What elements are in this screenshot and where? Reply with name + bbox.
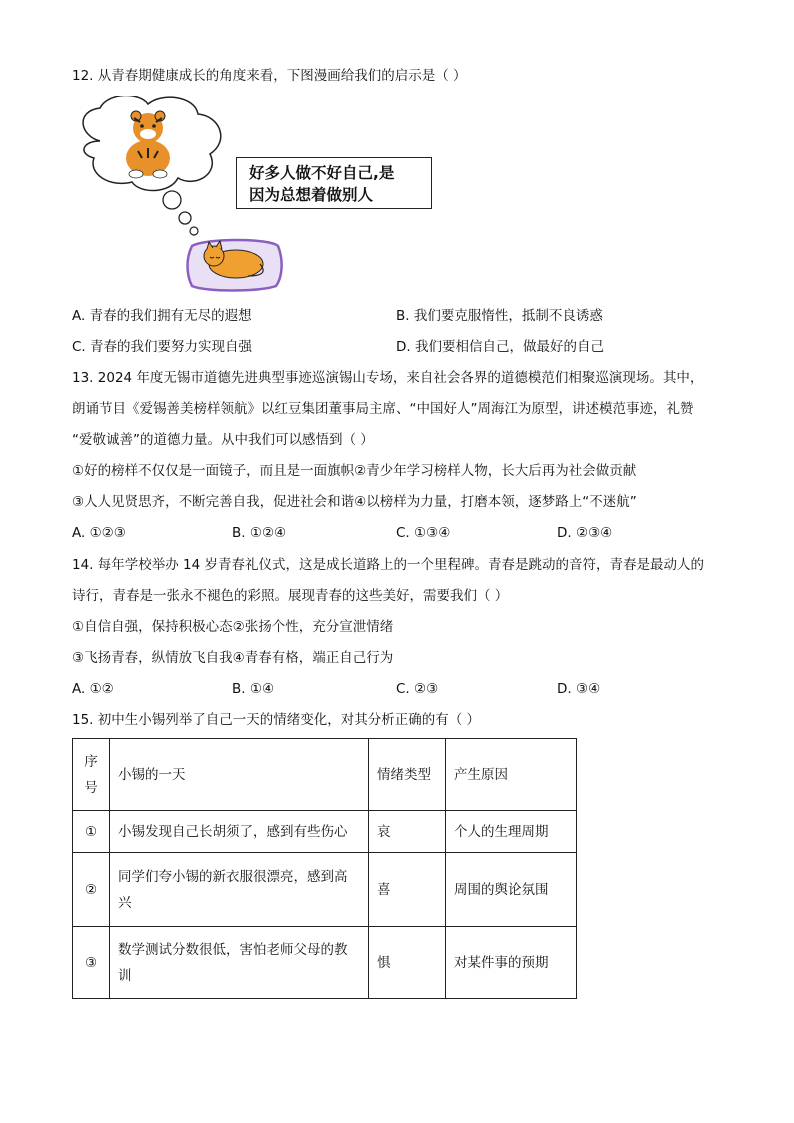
row-day [110,811,369,853]
q13-items-line2: ③人人见贤思齐，不断完善自我，促进社会和谐④以榜样为力量，打磨本领，逐梦路上“不迷航” [72,494,637,510]
row-cause: 周围的舆论氛围 [446,853,577,927]
q14-stem-line2: 诗行，青春是一张永不褪色的彩照。展现青春的这些美好，需要我们（ ） [72,588,509,604]
q12-option-c: C. 青春的我们要努力实现自强 [72,339,253,355]
thought-bubble-1 [163,191,181,209]
row-cause: 个人的生理周期 [446,811,577,853]
header-num-line2: 号 [84,779,98,796]
q13-stem-line3: “爱敬诚善”的道德力量。从中我们可以感悟到（ ） [72,432,374,448]
header-type: 情绪类型 [369,739,446,811]
table-row [73,927,577,999]
row-day-line2: 训 [118,967,132,984]
q12-option-d: D. 我们要相信自己，做最好的自己 [396,339,604,355]
table-header-row [73,739,577,811]
row-day-line2: 兴 [118,894,132,911]
q13-stem-line1: 13. 2024 年度无锡市道德先进典型事迹巡演锡山专场，来自社会各界的道德模范们相聚巡演现场。其中， [72,370,704,386]
q13-option-a: A. ①②③ [72,525,126,541]
row-day [110,853,369,927]
thought-bubble-3 [190,227,198,235]
q14-option-d: D. ③④ [557,681,601,697]
table-row [73,811,577,853]
q15-stem: 15. 初中生小锡列举了自己一天的情绪变化，对其分析正确的有（ ） [72,712,481,728]
row-day-line1: 数学测试分数很低，害怕老师父母的教 [118,941,348,958]
q12-stem: 12. 从青春期健康成长的角度来看，下图漫画给我们的启示是（ ） [72,68,467,84]
row-num: ③ [73,927,110,999]
row-type: 喜 [369,853,446,927]
q13-option-c: C. ①③④ [396,525,451,541]
q12-caption-line2: 因为总想着做别人 [249,186,374,204]
q12-caption-line1: 好多人做不好自己,是 [249,164,395,182]
header-num [73,739,110,811]
row-day [110,927,369,999]
q12-option-a: A. 青春的我们拥有无尽的遐想 [72,308,252,324]
q12-option-b: B. 我们要克服惰性，抵制不良诱惑 [396,308,603,324]
row-day-line1: 同学们夸小锡的新衣服很漂亮，感到高 [118,868,348,885]
row-num: ② [73,853,110,927]
q14-option-c: C. ②③ [396,681,439,697]
sleeping-cat-icon [188,240,282,291]
q13-option-d: D. ②③④ [557,525,613,541]
row-cause: 对某件事的预期 [446,927,577,999]
row-num: ① [73,811,110,853]
row-type: 哀 [369,811,446,853]
q13-items-line1: ①好的榜样不仅仅是一面镜子，而且是一面旗帜②青少年学习榜样人物，长大后再为社会做贡献 [72,463,637,479]
thought-bubble-2 [179,212,191,224]
q14-option-b: B. ①④ [232,681,275,697]
q14-stem-line1: 14. 每年学校举办 14 岁青春礼仪式，这是成长道路上的一个里程碑。青春是跳动的音符，青春是最动人的 [72,557,705,573]
row-type: 惧 [369,927,446,999]
q13-stem-line2: 朗诵节目《爱锡善美榜样领航》以红豆集团董事局主席、“中国好人”周海江为原型，讲述模范事迹，礼赞 [72,401,694,417]
q14-items-line1: ①自信自强，保持积极心态②张扬个性，充分宣泄情绪 [72,619,394,635]
q14-option-a: A. ①② [72,681,114,697]
header-day: 小锡的一天 [110,739,369,811]
q12-speech-box [236,157,432,209]
table-row [73,853,577,927]
header-cause: 产生原因 [446,739,577,811]
q15-table [72,738,577,999]
q13-option-b: B. ①②④ [232,525,287,541]
header-num-line1: 序 [84,753,98,770]
q14-items-line2: ③飞扬青春，纵情放飞自我④青春有格，端正自己行为 [72,650,394,666]
row-day-line1: 小锡发现自己长胡须了，感到有些伤心 [118,823,348,840]
